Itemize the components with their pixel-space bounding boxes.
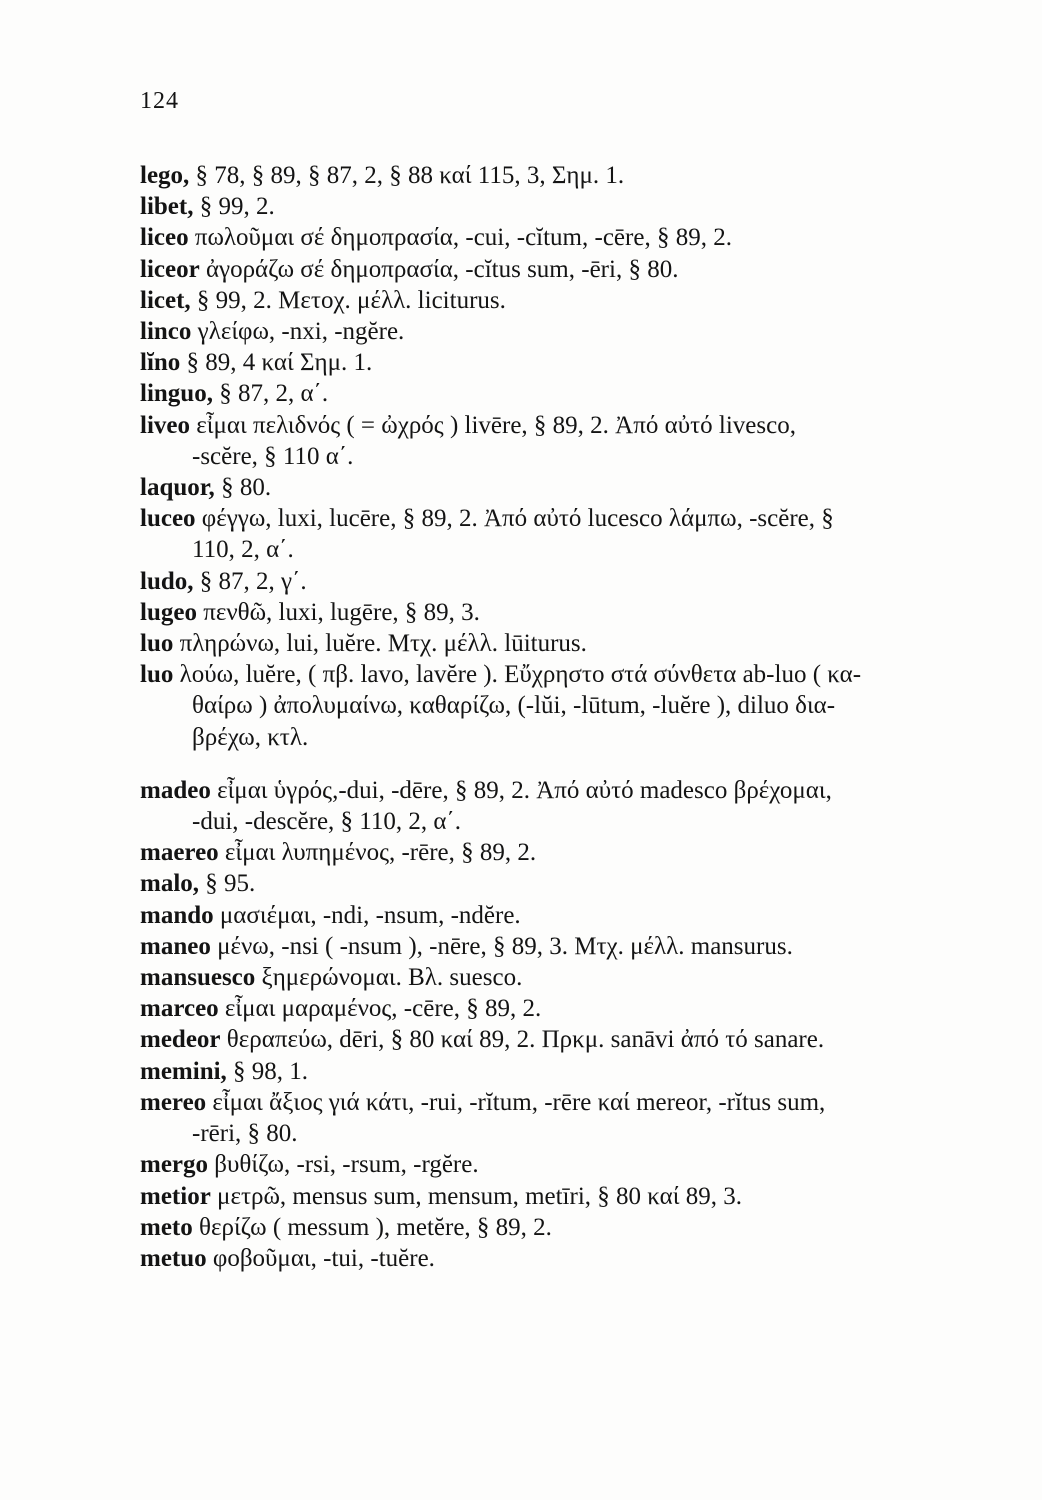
entry-text: εἶμαι ἄξιος γιά κάτι, -rui, -rĭtum, -rēre καί mereor, -rĭtus sum, <box>212 1088 826 1116</box>
entry-text: § 80. <box>221 474 272 502</box>
entry-text: ξημερώνομαι. Βλ. suesco. <box>261 964 523 992</box>
entry-headword: malo, <box>140 870 200 898</box>
entry-headword: mando <box>140 901 214 929</box>
entry-text: θεραπεύω, dēri, § 80 καί 89, 2. Πρκμ. sanāvi ἀπό τό sanare. <box>226 1026 825 1054</box>
entry <box>140 254 1020 285</box>
entry-headword: memini, <box>140 1057 227 1085</box>
entry-text: ἀγοράζω σέ δημοπρασία, -cĭtus sum, -ēri, § 80. <box>205 255 679 283</box>
entry <box>140 1024 1020 1055</box>
entry-headword: mereo <box>140 1088 207 1116</box>
entry-headword: lĭno <box>140 349 181 377</box>
entry-headword: ludo, <box>140 567 194 595</box>
entry <box>140 285 1020 316</box>
entry-text: εἶμαι μαραμένος, -cēre, § 89, 2. <box>224 995 542 1023</box>
entry-text: § 87, 2, γ΄. <box>199 567 307 595</box>
entry <box>140 931 1020 962</box>
entry <box>140 1056 1020 1087</box>
entry-headword: liceo <box>140 224 189 252</box>
entry-text: πληρώνω, lui, luĕre. Μτχ. μέλλ. lūiturus. <box>179 630 587 658</box>
entry-text: § 98, 1. <box>233 1057 309 1085</box>
entry-text: βυθίζω, -rsi, -rsum, -rgĕre. <box>214 1151 479 1179</box>
entry-headword: luo <box>140 661 174 689</box>
entry-text: πενθῶ, luxi, lugēre, § 89, 3. <box>203 598 480 626</box>
entry-text: εἶμαι πελιδνός ( = ὠχρός ) livēre, § 89, 2. Ἀπό αὐτό livesco, <box>196 411 796 439</box>
entry <box>140 993 1020 1024</box>
entry-headword: licet, <box>140 286 191 314</box>
entry <box>140 775 1020 837</box>
entry-text: § 99, 2. Μετοχ. μέλλ. liciturus. <box>196 286 506 314</box>
entry-headword: luo <box>140 630 174 658</box>
entry <box>140 900 1020 931</box>
entry-text: γλείφω, -nxi, -ngĕre. <box>197 318 405 346</box>
entry-headword: madeo <box>140 776 211 804</box>
entry-text: εἶμαι λυπημένος, -rēre, § 89, 2. <box>224 839 537 867</box>
entry-text: φέγγω, luxi, lucēre, § 89, 2. Ἀπό αὐτό lucesco λάμπω, -scĕre, § <box>201 505 834 533</box>
entry-text: εἶμαι ὑγρός,-dui, -dēre, § 89, 2. Ἀπό αὐτό madesco βρέχομαι, <box>217 776 832 804</box>
entry-headword: liveo <box>140 411 190 439</box>
entry <box>140 347 1020 378</box>
entry-text: πωλοῦμαι σέ δημοπρασία, -cui, -cĭtum, -cēre, § 89, 2. <box>194 224 732 252</box>
entry-text: μένω, -nsi ( -nsum ), -nēre, § 89, 3. Μτχ. μέλλ. mansurus. <box>217 932 793 960</box>
entry-headword: meto <box>140 1213 193 1241</box>
entry-headword: liceor <box>140 255 200 283</box>
entry-headword: metuo <box>140 1244 207 1272</box>
entry <box>140 1212 1020 1243</box>
entry-headword: lego, <box>140 162 190 189</box>
entry-headword: mergo <box>140 1151 209 1179</box>
entry-headword: lugeo <box>140 598 197 626</box>
entry-headword: luceo <box>140 505 196 533</box>
entry-text: μετρῶ, mensus sum, mensum, metīri, § 80 καί 89, 3. <box>217 1182 742 1210</box>
entry <box>140 628 1020 659</box>
entry-headword: maneo <box>140 932 211 960</box>
entry <box>140 316 1020 347</box>
entry-continuation: -rēri, § 80. <box>192 1120 298 1148</box>
entry-text: φοβοῦμαι, -tui, -tuĕre. <box>212 1244 435 1272</box>
entry <box>140 378 1020 409</box>
entry-headword: maereo <box>140 839 219 867</box>
entry-text: § 89, 4 καί Σημ. 1. <box>186 349 373 377</box>
entry-text: λούω, luĕre, ( πβ. lavo, lavĕre ). Εὔχρηστο στά σύνθετα ab-luo ( κα- <box>179 661 862 689</box>
entry <box>140 1087 1020 1149</box>
entry <box>140 659 1020 753</box>
entry <box>140 222 1020 253</box>
entry <box>140 597 1020 628</box>
entry <box>140 503 1020 565</box>
entry-text: § 87, 2, α΄. <box>219 380 329 408</box>
entry-list <box>140 160 1020 1274</box>
entry <box>140 1243 1020 1274</box>
entry <box>140 1181 1020 1212</box>
entry <box>140 1149 1020 1180</box>
entry-headword: medeor <box>140 1026 221 1054</box>
page-number: 124 <box>140 88 179 114</box>
entry <box>140 868 1020 899</box>
entry-text: μασιέμαι, -ndi, -nsum, -ndĕre. <box>219 901 521 929</box>
entry <box>140 566 1020 597</box>
entry-continuation: -dui, -descĕre, § 110, 2, α΄. <box>192 808 462 836</box>
entry <box>140 410 1020 472</box>
entry-text: § 99, 2. <box>199 193 275 221</box>
entry-continuation: θαίρω ) ἀπολυμαίνω, καθαρίζω, (-lŭi, -lūtum, -luĕre ), diluo δια- <box>192 692 836 720</box>
entry-headword: metior <box>140 1182 211 1210</box>
entry-headword: libet, <box>140 193 194 221</box>
entry-continuation: 110, 2, α΄. <box>192 536 294 564</box>
entry-headword: mansuesco <box>140 964 256 992</box>
entry-headword: linco <box>140 318 192 346</box>
entry <box>140 472 1020 503</box>
entry-headword: marceo <box>140 995 219 1023</box>
entry-text: § 95. <box>205 870 256 898</box>
entry-continuation: -scĕre, § 110 α΄. <box>192 442 354 470</box>
entry-continuation: βρέχω, κτλ. <box>192 723 309 751</box>
entry <box>140 191 1020 222</box>
entry-text: θερίζω ( messum ), metĕre, § 89, 2. <box>199 1213 552 1241</box>
entry-headword: laquor, <box>140 474 215 502</box>
entry <box>140 160 1020 191</box>
entry-headword: linguo, <box>140 380 213 408</box>
entry <box>140 962 1020 993</box>
entry-text: § 78, § 89, § 87, 2, § 88 καί 115, 3, Σημ. 1. <box>195 162 625 189</box>
entry <box>140 837 1020 868</box>
